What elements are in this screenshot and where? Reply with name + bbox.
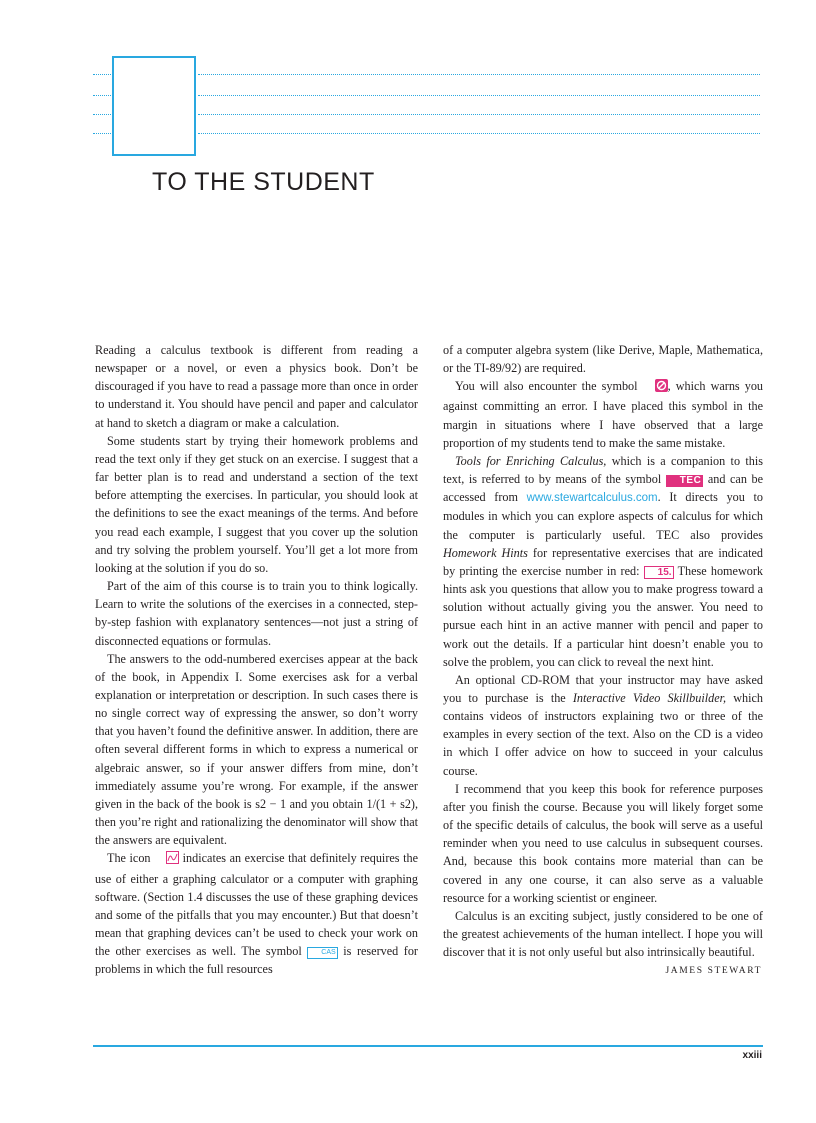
graphing-calculator-icon xyxy=(154,851,179,869)
paragraph-text: and can be accessed from xyxy=(443,472,763,505)
paragraph-text: indicates an exercise that definitely requires the use of either a graphing calculator or a computer with graphing software. (Section 1.4 discusses the use of these graphing devices and some of the pitfalls that you may encounter.) But that doesn’t mean that graphing devices can’t be used to check your work on the other exercises as well. The symbol xyxy=(95,851,418,959)
paragraph-text: which contains videos of instructors explaining two or three of the examples in every section of the text. Also on the CD is a video in which I offer advice on how to succeed in your calculus course. xyxy=(443,690,764,778)
page-title: TO THE STUDENT xyxy=(152,168,375,196)
product-title: Interactive Video Skillbuilder, xyxy=(572,690,727,705)
right-column xyxy=(443,341,763,961)
header-rule xyxy=(198,95,760,96)
paragraph-text: You will also encounter the symbol xyxy=(455,379,638,394)
hint-number-icon: 15. xyxy=(644,566,674,579)
page-number: xxiii xyxy=(742,1050,762,1061)
math-expression: s2 − 1 xyxy=(255,796,287,811)
paragraph xyxy=(443,377,763,452)
paragraph-text: The icon xyxy=(107,851,151,866)
emphasis-text: Homework Hints xyxy=(443,545,528,560)
paragraph: Calculus is an exciting subject, justly considered to be one of the greatest achievements of the human intellect. I hope you will discover that it is not only useful but also intrinsically beautiful. xyxy=(443,908,763,960)
paragraph: Reading a calculus textbook is different from reading a newspaper or a novel, or even a physics book. Don’t be discouraged if you have to read a passage more than once in order to understand it. You should have pencil and paper and calculator at hand to sketch a diagram or make a calculation. xyxy=(95,343,418,430)
paragraph-text: These homework hints ask you questions that allow you to make progress toward a solution without actually giving you the answer. You need to pursue each hint in an active manner with pencil and paper to work out the details. If a particular hint doesn’t enable you to solve the problem, you can click to reveal the next hint. xyxy=(443,563,763,669)
header-rule xyxy=(198,74,760,75)
tec-icon: TEC xyxy=(666,475,704,487)
book-title: Tools for Enriching Calculus, xyxy=(455,453,607,468)
author-signature: JAMES STEWART xyxy=(665,966,762,976)
header-rule xyxy=(198,133,760,134)
footer-rule xyxy=(93,1045,763,1047)
paragraph-text: is reserved for problems in which the full resources xyxy=(95,944,418,977)
chapter-box xyxy=(112,56,196,156)
paragraph-text: and you obtain xyxy=(289,796,363,811)
header-rule xyxy=(93,74,113,75)
header-rule xyxy=(93,95,113,96)
paragraph xyxy=(443,452,763,671)
paragraph: Some students start by trying their homework problems and read the text only if they get stuck on an exercise. I suggest that a far better plan is to read and understand a section of the text before attempting the exercises. In particular, you should look at the definitions to see the exact meanings of the terms. And before you read each example, I suggest that you cover up the solution and try solving the problem yourself. You’ll get a lot more from looking at the solution if you do so. xyxy=(95,433,418,575)
paragraph: I recommend that you keep this book for reference purposes after you finish the course. Because you will likely forget some of the specific details of calculus, the book will serve as a useful reminder when you need to use calculus in subsequent courses. And, because this book contains more material than can be covered in any one course, it can also serve as a valuable resource for a working scientist or engineer. xyxy=(443,781,763,905)
paragraph: Part of the aim of this course is to train you to think logically. Learn to write the solutions of the exercises in a connected, step-by-step fashion with explanatory sentences—not just a string of disconnected equations or formulas. xyxy=(95,579,418,648)
header-rule xyxy=(93,133,113,134)
header-rule xyxy=(198,114,760,115)
header-rule xyxy=(93,114,113,115)
paragraph xyxy=(443,671,763,780)
left-column xyxy=(95,341,418,978)
paragraph-text: An optional CD-ROM that your instructor may have asked you to purchase is the xyxy=(443,672,763,705)
paragraph-text: , which warns you against committing an error. I have placed this symbol in the margin in situations where I have observed that a large proportion of my students tend to make the same mistake. xyxy=(443,379,764,450)
prohibition-warning-icon xyxy=(643,379,668,397)
paragraph-text: which is a companion to this text, is referred to by means of the symbol xyxy=(443,453,763,487)
website-link[interactable]: www.stewartcalculus.com xyxy=(526,492,658,505)
paragraph xyxy=(95,849,418,978)
paragraph: of a computer algebra system (like Derive, Maple, Mathematica, or the TI-89/92) are required. xyxy=(443,343,763,376)
paragraph-text: The answers to the odd-numbered exercises appear at the back of the book, in Appendix I. Some exercises ask for a verbal explanation or interpretation or description. In such cases there is no single correct way of expressing the answer, so don’t worry that you haven’t found the definitive answer. In addition, there are often several different forms in which to express a numerical or algebraic answer, so if your answer differs from mine, don’t immediately assume you’re wrong. For example, if the answer given in the back of the book is xyxy=(95,651,418,811)
paragraph-text: for representative exercises that are indicated by printing the exercise number in red: xyxy=(443,545,763,578)
cas-icon: CAS xyxy=(307,947,337,959)
paragraph xyxy=(95,650,418,850)
paragraph-text: . It directs you to modules in which you can explore aspects of calculus for which the computer is particularly useful. TEC also provides xyxy=(443,490,763,542)
paragraph-text: , then you’re right and rationalizing the denominator will show that the answers are equivalent. xyxy=(95,796,419,848)
math-expression: 1/(1 + s2) xyxy=(366,796,415,811)
